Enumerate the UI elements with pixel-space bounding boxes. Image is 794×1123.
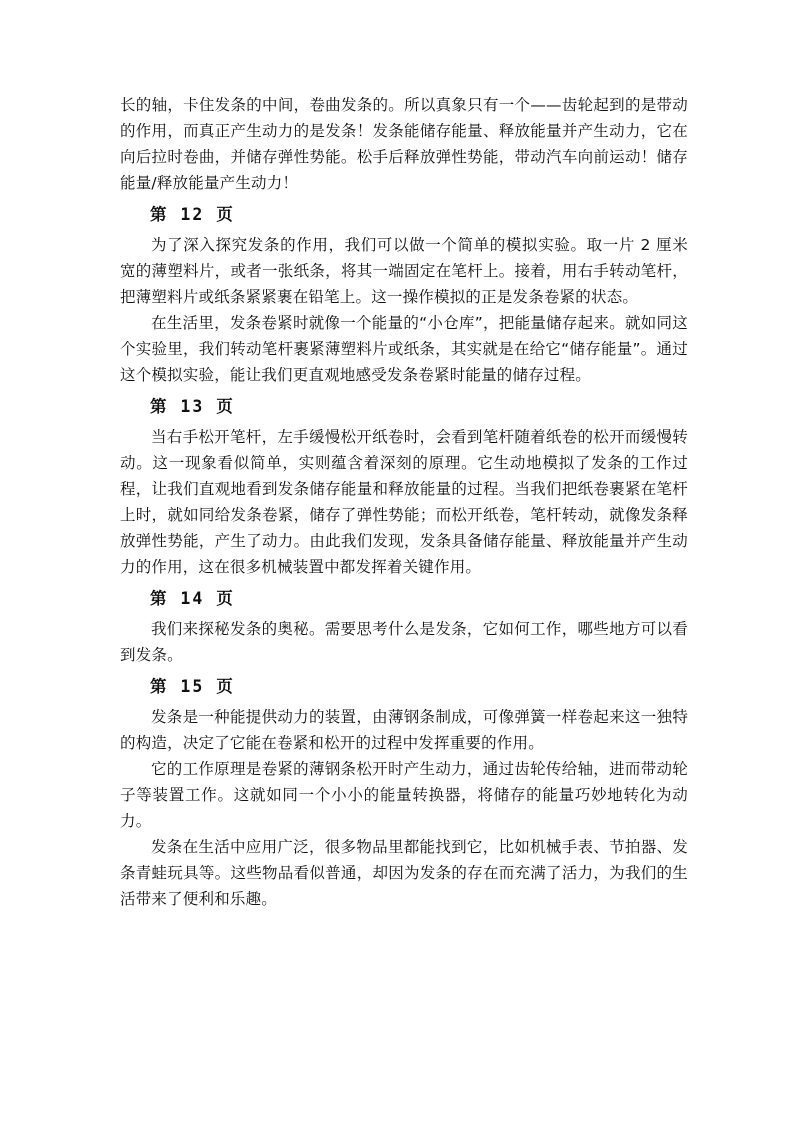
page-heading-12: 第 12 页: [150, 205, 235, 224]
paragraph-page12-energy-store: 在生活里，发条卷紧时就像一个能量的“小仓库”，把能量储存起来。就如同这个实验里，我们转动笔杆裹紧薄塑料片或纸条，其实就是在给它“储存能量”。通过这个模拟实验，能让我们更直观地感受发条卷紧时能量的储存过程。: [120, 314, 688, 384]
paragraph-page15-definition: 发条是一种能提供动力的装置，由薄钢条制成，可像弹簧一样卷起来这一独特的构造，决定了它能在卷紧和松开的过程中发挥重要的作用。: [120, 708, 688, 752]
page-heading-14: 第 14 页: [150, 589, 235, 608]
paragraph-page15-principle: 它的工作原理是卷紧的薄钢条松开时产生动力，通过齿轮传给轴，进而带动轮子等装置工作。这就如同一个小小的能量转换器，将储存的能量巧妙地转化为动力。: [120, 760, 688, 830]
paragraph-intro: 长的轴，卡住发条的中间，卷曲发条的。所以真象只有一个——齿轮起到的是带动的作用，而真正产生动力的是发条！发条能储存能量、释放能量并产生动力，它在向后拉时卷曲，并储存弹性势能。松手后释放弹性势能，带动汽车向前运动！储存能量/释放能量产生动力！: [120, 96, 688, 192]
page-heading-15: 第 15 页: [150, 677, 235, 696]
paragraph-page12-experiment: 为了深入探究发条的作用，我们可以做一个简单的模拟实验。取一片 2 厘米宽的薄塑料片，或者一张纸条，将其一端固定在笔杆上。接着，用右手转动笔杆，把薄塑料片或纸条紧紧裹在铅笔上。这一操作模拟的正是发条卷紧的状态。: [120, 236, 688, 306]
document-page: [120, 92, 688, 912]
paragraph-page14-explore: 我们来探秘发条的奥秘。需要思考什么是发条，它如何工作，哪些地方可以看到发条。: [120, 620, 688, 664]
page-heading-13: 第 13 页: [150, 397, 235, 416]
paragraph-page15-applications: 发条在生活中应用广泛，很多物品里都能找到它，比如机械手表、节拍器、发条青蛙玩具等。这些物品看似普通，却因为发条的存在而充满了活力，为我们的生活带来了便利和乐趣。: [120, 838, 688, 908]
paragraph-page13-release: 当右手松开笔杆，左手缓慢松开纸卷时，会看到笔杆随着纸卷的松开而缓慢转动。这一现象看似简单，实则蕴含着深刻的原理。它生动地模拟了发条的工作过程，让我们直观地看到发条储存能量和释放能量的过程。当我们把纸卷裹紧在笔杆上时，就如同给发条卷紧，储存了弹性势能；而松开纸卷，笔杆转动，就像发条释放弹性势能，产生了动力。由此我们发现，发条具备储存能量、释放能量并产生动力的作用，这在很多机械装置中都发挥着关键作用。: [120, 428, 688, 576]
